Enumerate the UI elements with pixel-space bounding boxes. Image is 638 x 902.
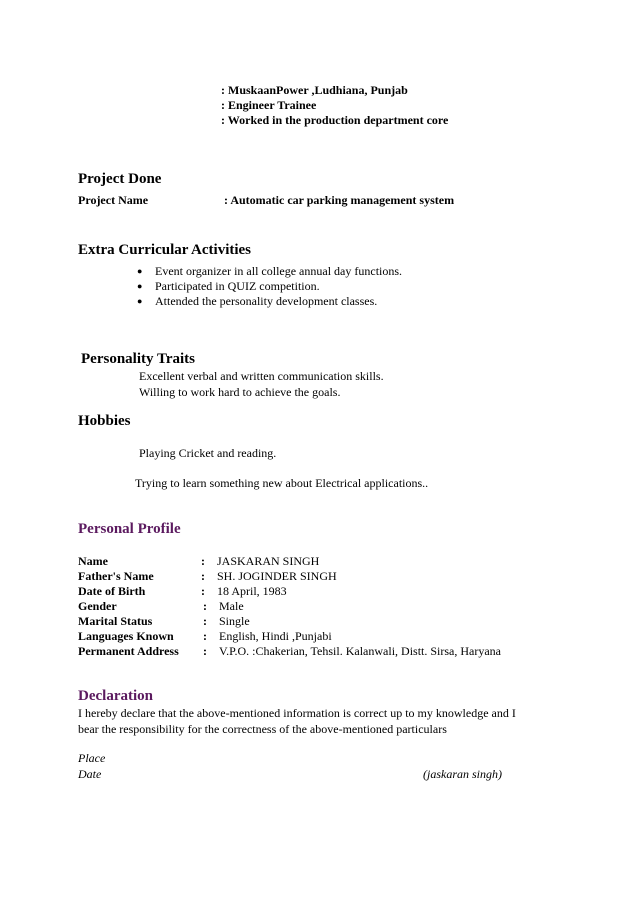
- profile-colon: :: [201, 569, 205, 583]
- designation-line: : Engineer Trainee: [221, 98, 317, 112]
- project-label: Project Name: [78, 193, 149, 207]
- company-line: : MuskaanPower ,Ludhiana, Punjab: [221, 83, 408, 97]
- bullet-icon: ●: [137, 296, 143, 306]
- bullet-icon: ●: [137, 266, 143, 276]
- profile-heading: Personal Profile: [78, 521, 181, 537]
- profile-value-address: V.P.O. :Chakerian, Tehsil. Kalanwali, Distt. Sirsa, Haryana: [219, 644, 502, 658]
- signature: (jaskaran singh): [423, 767, 502, 781]
- extra-heading: Extra Curricular Activities: [78, 242, 252, 258]
- project-heading: Project Done: [78, 171, 162, 187]
- profile-colon: :: [203, 614, 207, 628]
- hobby-line: Trying to learn something new about Electrical applications..: [135, 476, 429, 490]
- hobby-line: Playing Cricket and reading.: [139, 446, 277, 460]
- profile-label-father: Father's Name: [78, 569, 154, 583]
- declaration-line: I hereby declare that the above-mentioned information is correct up to my knowledge and I: [78, 706, 516, 720]
- list-item: Participated in QUIZ competition.: [155, 279, 320, 293]
- profile-value-dob: 18 April, 1983: [217, 584, 287, 598]
- profile-label-name: Name: [78, 554, 108, 568]
- profile-label-languages: Languages Known: [78, 629, 174, 643]
- trait-line: Willing to work hard to achieve the goals.: [139, 385, 341, 399]
- profile-value-name: JASKARAN SINGH: [217, 554, 320, 568]
- profile-colon: :: [201, 554, 205, 568]
- profile-label-dob: Date of Birth: [78, 584, 146, 598]
- role-line: : Worked in the production department core: [221, 113, 449, 127]
- profile-colon: :: [201, 584, 205, 598]
- hobbies-heading: Hobbies: [78, 413, 131, 429]
- profile-colon: :: [203, 599, 207, 613]
- profile-label-marital: Marital Status: [78, 614, 153, 628]
- project-value: : Automatic car parking management system: [224, 193, 455, 207]
- profile-label-address: Permanent Address: [78, 644, 179, 658]
- traits-heading: Personality Traits: [81, 351, 196, 367]
- profile-value-gender: Male: [219, 599, 244, 613]
- trait-line: Excellent verbal and written communication skills.: [139, 369, 384, 383]
- profile-colon: :: [203, 629, 207, 643]
- profile-value-marital: Single: [219, 614, 250, 628]
- place-label: Place: [78, 751, 106, 765]
- declaration-heading: Declaration: [78, 688, 153, 704]
- profile-label-gender: Gender: [78, 599, 117, 613]
- profile-value-languages: English, Hindi ,Punjabi: [219, 629, 332, 643]
- declaration-line: bear the responsibility for the correctness of the above-mentioned particulars: [78, 722, 447, 736]
- profile-value-father: SH. JOGINDER SINGH: [217, 569, 337, 583]
- list-item: Event organizer in all college annual day functions.: [155, 264, 403, 278]
- profile-colon: :: [203, 644, 207, 658]
- list-item: Attended the personality development classes.: [155, 294, 378, 308]
- bullet-icon: ●: [137, 281, 143, 291]
- date-label: Date: [78, 767, 102, 781]
